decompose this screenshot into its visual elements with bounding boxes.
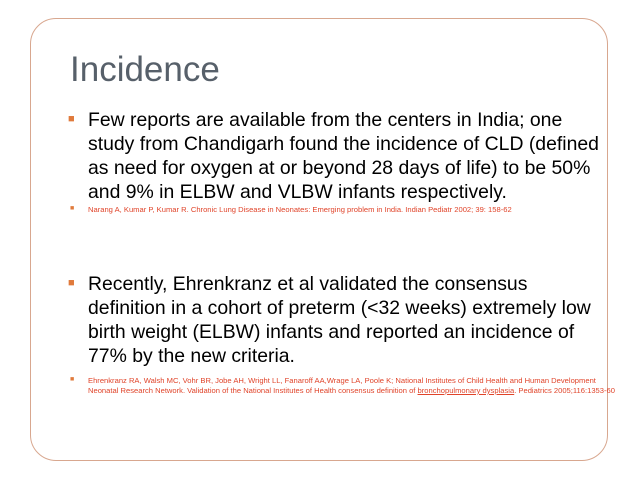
reference-text-main: Ehrenkranz RA, Walsh MC, Vohr BR, Jobe AH, Wright LL, Fanaroff AA,Wrage LA, Poole K; National Institutes of Child Health and Human Development Neonatal Research Network. Validation of the National Institutes of Health consensus definition of	[88, 376, 596, 395]
square-bullet-icon: ■	[68, 277, 75, 289]
reference-text-tail: . Pediatrics 2005;116:1353-60	[514, 386, 615, 395]
reference-text	[88, 376, 628, 396]
square-bullet-icon: ■	[68, 113, 75, 125]
reference-text: Narang A, Kumar P, Kumar R. Chronic Lung Disease in Neonates: Emerging problem in India. Indian Pediatr 2002; 39: 158-62	[88, 205, 512, 214]
square-bullet-icon: ■	[70, 205, 75, 212]
bullet-text: Few reports are available from the centers in India; one study from Chandigarh found the incidence of CLD (defined as need for oxygen at or beyond 28 days of life) to be 50% and 9% in ELBW and VLBW infants respectively.	[88, 109, 599, 203]
square-bullet-icon: ■	[70, 376, 75, 383]
slide-title: Incidence	[70, 50, 220, 89]
bullet-text: Recently, Ehrenkranz et al validated the consensus definition in a cohort of preterm (<32 weeks) extremely low birth weight (ELBW) infants and reported an incidence of 77% by the new criteria.	[88, 273, 591, 367]
reference-link-term[interactable]: bronchopulmonary dysplasia	[417, 386, 515, 395]
